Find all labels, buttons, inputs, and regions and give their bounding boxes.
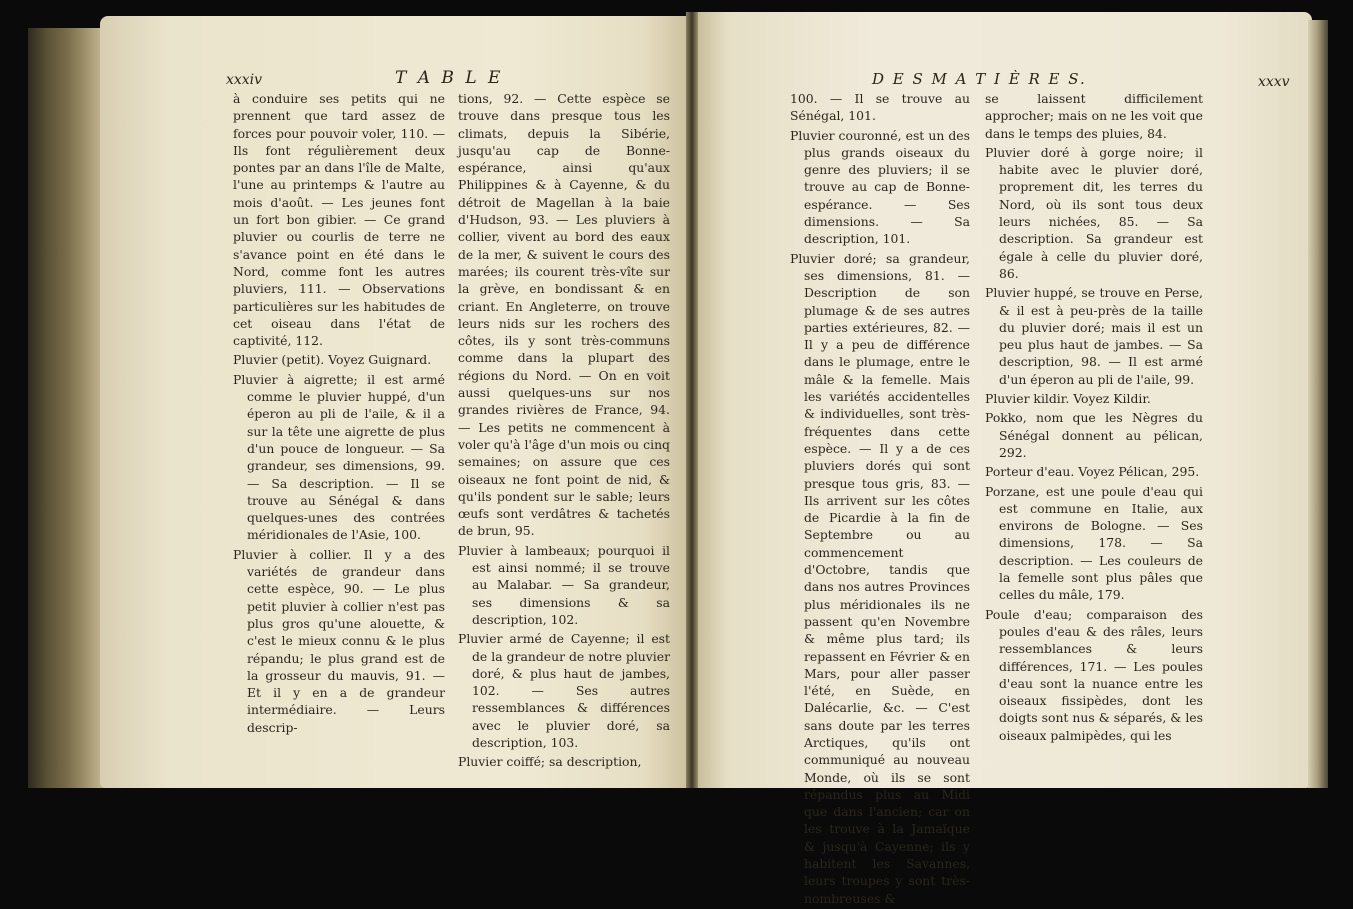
index-entry: Porzane, est une poule d'eau qui est commune en Italie, aux environs de Bologne. — Ses dimensions, 178. — Sa description. — Les couleurs de la femelle sont plus pâles que celles du mâle, 179. — [985, 483, 1203, 603]
right-column-2 — [985, 90, 1203, 746]
right-page-number: xxxv — [1258, 74, 1290, 90]
text-paragraph: tions, 92. — Cette espèce se trouve dans presque tous les climats, depuis la Sibérie, jusqu'au cap de Bonne-espérance, ainsi qu'aux Philippines & à Cayenne, & du détroit de Magellan à la baie d'Hudson, 93. — Les pluviers à collier, vivent au bord des eaux de la mer, & suivent le cours des marées; ils courent très-vîte sur la grève, en bondissant & en criant. En Angleterre, on trouve leurs nids sur les rochers des côtes, ils y sont très-communs comme dans la plupart des régions du Nord. — On en voit aussi quelques-uns sur nos grandes rivières de France, 94. — Les petits ne commencent à voler qu'à l'âge d'un mois ou cinq semaines; on assure que ces oiseaux ne font point de nid, & qu'ils pondent sur le sable; leurs œufs sont verdâtres & tachetés de brun, 95. — [458, 91, 670, 539]
right-running-header: D E S M A T I È R E S. — [872, 70, 1087, 88]
index-entry: Pluvier doré; sa grandeur, ses dimensions, 81. — Description de son plumage & de ses autres parties extérieures, 82. — Il y a peu de différence dans le plumage, entre le mâle & la femelle. Mais les variétés accidentelles & individuelles, sont très-fréquentes dans cette espèce. — Il y a de ces pluviers dorés qui sont presque tous gris, 83. — Ils arrivent sur les côtes de Picardie à la fin de Septembre ou au commencement d'Octobre, tandis que dans nos autres Provinces plus méridionales ils ne passent qu'en Novembre & même plus tard; ils repassent en Février & en Mars, pour aller passer l'été, en Suède, en Dalécarlie, &c. — C'est sans doute par les terres Arctiques, qu'ils ont communiqué au nouveau Monde, où ils se sont répandus plus au Midi que dans l'ancien; car on les trouve à la Jamaïque & jusqu'à Cayenne; ils y habitent les Savannes, leurs troupes y sont très-nombreuses & — [790, 250, 970, 906]
index-entry: Pluvier (petit). Voyez Guignard. — [233, 352, 432, 368]
index-entry: Pluvier kildir. Voyez Kildir. — [985, 391, 1151, 407]
text-paragraph: se laissent difficilement approcher; mais on ne les voit que dans le temps des pluies, 84. — [985, 91, 1203, 141]
left-running-header: T A B L E — [395, 68, 504, 88]
book-gutter — [686, 12, 698, 788]
index-entry: Pluvier à collier. Il y a des variétés de grandeur dans cette espèce, 90. — Le plus petit pluvier à collier n'est pas plus gros qu'une alouette, & c'est le mieux connu & le plus répandu; le plus grand est de la grosseur du mauvis, 91. — Et il y en a de grandeur intermédiaire. — Leurs descrip- — [233, 546, 445, 735]
right-column-1 — [790, 90, 970, 909]
index-entry: Poule d'eau; comparaison des poules d'eau & des râles, leurs ressemblances & leurs différences, 171. — Les poules d'eau sont la nuance entre les oiseaux fissipèdes, dont les doigts sont nus & séparés, & les oiseaux palmipèdes, qui les — [985, 606, 1203, 743]
index-entry: Pluvier couronné, est un des plus grands oiseaux du genre des pluviers; il se trouve au cap de Bonne-espérance. — Ses dimensions. — Sa description, 101. — [790, 127, 970, 247]
index-entry: Porteur d'eau. Voyez Pélican, 295. — [985, 464, 1200, 480]
left-column-2 — [458, 90, 670, 773]
text-paragraph: à conduire ses petits qui ne prennent que tard assez de forces pour pouvoir voler, 110. — Ils font régulièrement deux pontes par an dans l'île de Malte, l'une au printemps & l'autre au mois d'août. — Les jeunes font un fort bon gibier. — Ce grand pluvier ou courlis de terre ne s'avance point en été dans le Nord, comme font les autres pluviers, 111. — Observations particulières sur les habitudes de cet oiseau dans l'état de captivité, 112. — [233, 91, 445, 349]
index-entry: Pluvier armé de Cayenne; il est de la grandeur de notre pluvier doré, & plus haut de jambes, 102. — Ses autres ressemblances & différences avec le pluvier doré, sa description, 103. — [458, 631, 670, 750]
left-column-1 — [233, 90, 445, 738]
book-edge-right — [1308, 20, 1328, 788]
left-page-number: xxxiv — [226, 72, 263, 88]
index-entry: Pluvier à aigrette; il est armé comme le pluvier huppé, d'un éperon au pli de l'aile, & il a sur la tête une aigrette de plus d'un pouce de longueur. — Sa grandeur, ses dimensions, 99. — Sa description. — Il se trouve au Sénégal & dans quelques-unes des contrées méridionales de l'Asie, 100. — [233, 371, 445, 543]
index-entry: Pluvier huppé, se trouve en Perse, & il est à peu-près de la taille du pluvier doré; mais il est un peu plus haut de jambes. — Sa description, 98. — Il est armé d'un éperon au pli de l'aile, 99. — [985, 285, 1203, 387]
index-entry: Pluvier coiffé; sa description, — [458, 754, 642, 770]
text-paragraph: 100. — Il se trouve au Sénégal, 101. — [790, 91, 970, 124]
index-entry: Pluvier à lambeaux; pourquoi il est ainsi nommé; il se trouve au Malabar. — Sa grandeur, ses dimensions & sa description, 102. — [458, 542, 670, 627]
index-entry: Pokko, nom que les Nègres du Sénégal donnent au pélican, 292. — [985, 410, 1203, 460]
book-spine-left — [28, 28, 108, 788]
index-entry: Pluvier doré à gorge noire; il habite avec le pluvier doré, proprement dit, les terres du Nord, où ils sont tous deux leurs nichées, 85. — Sa description. Sa grandeur est égale à celle du pluvier doré, 86. — [985, 144, 1203, 281]
